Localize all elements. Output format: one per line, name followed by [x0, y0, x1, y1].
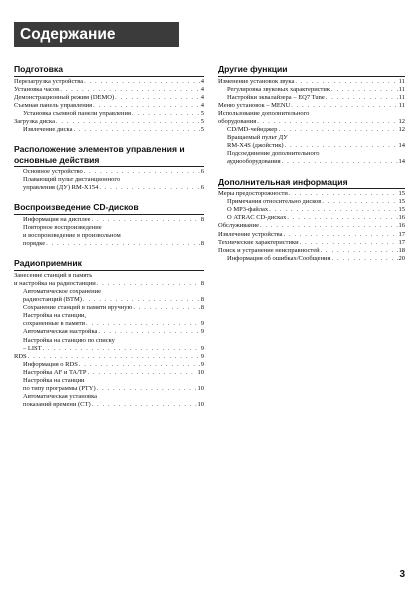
toc-entry[interactable]: [14, 94, 204, 102]
entry-page-number: 20: [398, 254, 405, 262]
dot-leader: [133, 304, 199, 312]
toc-entry[interactable]: [14, 337, 204, 353]
entry-page-number: 17: [398, 230, 405, 238]
dot-leader: [97, 385, 197, 393]
dot-leader: [28, 353, 200, 361]
dot-leader: [322, 198, 397, 206]
entry-label: CD/MD-чейнджер: [227, 126, 278, 134]
entry-page-number: 10: [197, 401, 204, 409]
entry-label: Плавающий пульт дистанционного: [23, 176, 121, 184]
entry-label: Использование дополнительного: [218, 109, 310, 117]
entry-label: показаний времени (CT): [23, 401, 91, 409]
entry-label: Основное устройство: [23, 168, 83, 176]
section-title: Подготовка: [14, 64, 204, 77]
toc-entry[interactable]: [14, 224, 204, 248]
dot-leader: [269, 206, 397, 214]
toc-entry[interactable]: [218, 150, 405, 166]
entry-page-number: 10: [197, 368, 204, 376]
entry-label: RM-X4S (джойстик): [227, 142, 284, 150]
entry-page-number: 9: [200, 360, 204, 368]
entry-label: Вращаемый пульт ДУ: [227, 134, 288, 142]
toc-entry[interactable]: [218, 214, 405, 222]
entry-page-number: 11: [398, 85, 405, 93]
toc-section: [14, 202, 204, 248]
entry-page-number: 11: [398, 77, 405, 85]
dot-leader: [115, 94, 200, 102]
entry-page-number: 14: [398, 158, 405, 166]
entry-label: Регулировка звуковых характеристик: [227, 85, 331, 93]
entry-page-number: 9: [200, 320, 204, 328]
entry-label: RDS: [14, 352, 27, 360]
entry-page-number: 4: [200, 93, 204, 101]
toc-entry[interactable]: [14, 110, 204, 118]
toc-entry[interactable]: [14, 216, 204, 224]
entry-page-number: 9: [200, 328, 204, 336]
toc-entry[interactable]: [14, 176, 204, 192]
entry-label: Извлечение диска: [23, 126, 73, 134]
dot-leader: [98, 328, 199, 336]
toc-section: [218, 64, 405, 167]
section-title: Расположение элементов управления и основные действия: [14, 144, 204, 167]
entry-label: Загрузка диска: [14, 117, 55, 125]
toc-entry[interactable]: [14, 369, 204, 377]
entry-page-number: 15: [398, 190, 405, 198]
entry-label: Подсоединение дополнительного: [227, 150, 320, 158]
dot-leader: [88, 369, 197, 377]
entry-page-number: 4: [200, 85, 204, 93]
entry-label: порядке: [23, 240, 46, 248]
dot-leader: [132, 110, 200, 118]
toc-entry[interactable]: [218, 206, 405, 214]
dot-leader: [289, 190, 398, 198]
dot-leader: [91, 216, 199, 224]
entry-page-number: 9: [200, 344, 204, 352]
toc-entry[interactable]: [218, 198, 405, 206]
entry-label: по типу программы (PTY): [23, 385, 96, 393]
entry-label: Перезагрузка устройства: [14, 77, 84, 85]
entry-page-number: 8: [200, 240, 204, 248]
toc-entry[interactable]: [218, 134, 405, 150]
entry-label: Настройка на станции: [23, 377, 85, 385]
entry-label: Автоматическая установка: [23, 393, 98, 401]
section-title: Другие функции: [218, 64, 405, 77]
dot-leader: [257, 118, 397, 126]
entry-label: Автоматическое сохранение: [23, 288, 102, 295]
toc-entry[interactable]: [14, 312, 204, 328]
entry-label: Автоматическая настройка: [23, 328, 98, 336]
toc-entry[interactable]: [14, 102, 204, 110]
toc-entry[interactable]: [14, 272, 204, 288]
toc-title-text: Содержание: [20, 25, 116, 43]
dot-leader: [99, 184, 199, 192]
entry-page-number: 5: [200, 109, 204, 117]
entry-page-number: 16: [398, 214, 405, 222]
entry-page-number: 4: [200, 101, 204, 109]
toc-entry[interactable]: [218, 239, 405, 247]
entry-label: Изменение установок звука: [218, 77, 295, 85]
entry-label: радиостанций (BTM): [23, 296, 82, 304]
toc-entry[interactable]: [14, 353, 204, 361]
section-title: Радиоприемник: [14, 258, 204, 271]
dot-leader: [331, 86, 398, 94]
entry-label: сохраненные в памяти: [23, 320, 86, 328]
section-title: Дополнительная информация: [218, 177, 405, 190]
entry-page-number: 6: [200, 184, 204, 192]
entry-page-number: 10: [197, 385, 204, 393]
page-number: 3: [399, 569, 405, 580]
entry-label: Демонстрационный режим (DEMO): [14, 93, 115, 101]
dot-leader: [56, 118, 200, 126]
entry-label: Информация на дисплее: [23, 215, 91, 223]
toc-entry[interactable]: [218, 222, 405, 230]
entry-page-number: 4: [200, 77, 204, 85]
toc-entry[interactable]: [14, 78, 204, 86]
dot-leader: [97, 280, 200, 288]
entry-label: Меры предосторожности: [218, 190, 288, 198]
entry-label: Повторное воспроизведение: [23, 224, 102, 232]
entry-label: Съемная панель управления: [14, 101, 93, 109]
entry-label: Примечания относительно дисков: [227, 198, 322, 206]
entry-label: Сохранение станций в памяти вручную: [23, 304, 133, 312]
entry-page-number: 11: [398, 101, 405, 109]
toc-entry[interactable]: [218, 102, 405, 110]
entry-label: Технические характеристики: [218, 238, 299, 246]
entry-label: Информация об ошибках/Сообщения: [227, 254, 331, 262]
toc-entry[interactable]: [14, 126, 204, 134]
entry-page-number: 8: [200, 215, 204, 223]
entry-page-number: 12: [398, 117, 405, 125]
dot-leader: [291, 102, 397, 110]
toc-entry[interactable]: [218, 247, 405, 255]
entry-label: Обслуживание: [218, 222, 259, 230]
entry-label: и воспроизведение в произвольном: [23, 232, 121, 240]
entry-label: Меню установок – MENU: [218, 101, 291, 109]
entry-label: и настройка на радиостанции: [14, 279, 96, 287]
entry-page-number: 17: [398, 238, 405, 246]
toc-entry[interactable]: [218, 190, 405, 198]
toc-entry[interactable]: [218, 86, 405, 94]
toc-entry[interactable]: [218, 110, 405, 126]
entry-page-number: 6: [200, 168, 204, 176]
entry-label: Настройка на станцию по списку: [23, 336, 115, 344]
dot-leader: [321, 247, 398, 255]
dot-leader: [283, 231, 397, 239]
dot-leader: [73, 126, 199, 134]
dot-leader: [60, 86, 200, 94]
dot-leader: [282, 158, 398, 166]
toc-entry[interactable]: [14, 328, 204, 336]
entry-page-number: 11: [398, 93, 405, 101]
left-column: [14, 64, 204, 419]
toc-entry[interactable]: [14, 86, 204, 94]
entry-label: – LIST: [23, 344, 42, 352]
toc-section: [218, 177, 405, 263]
toc-entry[interactable]: [14, 118, 204, 126]
entry-label: О MP3-файлах: [227, 206, 269, 214]
entry-page-number: 5: [200, 126, 204, 134]
dot-leader: [278, 126, 397, 134]
toc-entry[interactable]: [218, 255, 405, 263]
toc-entry[interactable]: [218, 94, 405, 102]
right-column: [218, 64, 405, 273]
toc-entry[interactable]: [14, 304, 204, 312]
entry-page-number: 8: [200, 304, 204, 312]
dot-leader: [332, 255, 398, 263]
entry-label: Настройка AF и TA/TP: [23, 368, 87, 376]
toc-section: [14, 64, 204, 134]
toc-entry[interactable]: [218, 78, 405, 86]
entry-label: оборудования: [218, 117, 257, 125]
entry-label: аудиооборудования: [227, 158, 281, 166]
dot-leader: [43, 345, 200, 353]
dot-leader: [260, 222, 398, 230]
entry-label: Установка часов: [14, 85, 60, 93]
entry-page-number: 14: [398, 142, 405, 150]
toc-entry[interactable]: [218, 126, 405, 134]
entry-page-number: 15: [398, 206, 405, 214]
entry-label: Извлечение устройства: [218, 230, 283, 238]
entry-label: Занесение станций в память: [14, 271, 93, 279]
dot-leader: [46, 240, 200, 248]
entry-label: Настройка на станции,: [23, 312, 87, 320]
dot-leader: [83, 296, 200, 304]
dot-leader: [93, 102, 200, 110]
toc-entry[interactable]: [218, 231, 405, 239]
entry-page-number: 16: [398, 222, 405, 230]
dot-leader: [295, 78, 397, 86]
dot-leader: [326, 94, 398, 102]
entry-label: Настройки эквалайзера – EQ7 Tune: [227, 93, 325, 101]
entry-label: О ATRAC CD-дисках: [227, 214, 287, 222]
toc-title: [14, 22, 179, 47]
entry-label: Установка съемной панели управления: [23, 109, 131, 117]
entry-page-number: 5: [200, 117, 204, 125]
dot-leader: [84, 78, 200, 86]
entry-page-number: 9: [200, 352, 204, 360]
entry-page-number: 18: [398, 246, 405, 254]
dot-leader: [285, 142, 398, 150]
dot-leader: [92, 401, 197, 409]
entry-page-number: 8: [200, 279, 204, 287]
dot-leader: [86, 320, 200, 328]
entry-page-number: 15: [398, 198, 405, 206]
dot-leader: [79, 361, 200, 369]
toc-section: [14, 258, 204, 409]
toc-entry[interactable]: [14, 361, 204, 369]
entry-label: управления (ДУ) RM-X154: [23, 184, 99, 192]
toc-entry[interactable]: [14, 288, 204, 304]
dot-leader: [287, 214, 397, 222]
toc-entry[interactable]: [14, 393, 204, 409]
dot-leader: [300, 239, 398, 247]
entry-page-number: 12: [398, 126, 405, 134]
dot-leader: [84, 168, 200, 176]
toc-entry[interactable]: [14, 377, 204, 393]
section-title: Воспроизведение CD-дисков: [14, 202, 204, 215]
entry-label: Информация о RDS: [23, 360, 78, 368]
entry-label: Поиск и устранение неисправностей: [218, 246, 320, 254]
toc-section: [14, 144, 204, 192]
entry-page-number: 8: [200, 296, 204, 304]
toc-entry[interactable]: [14, 168, 204, 176]
